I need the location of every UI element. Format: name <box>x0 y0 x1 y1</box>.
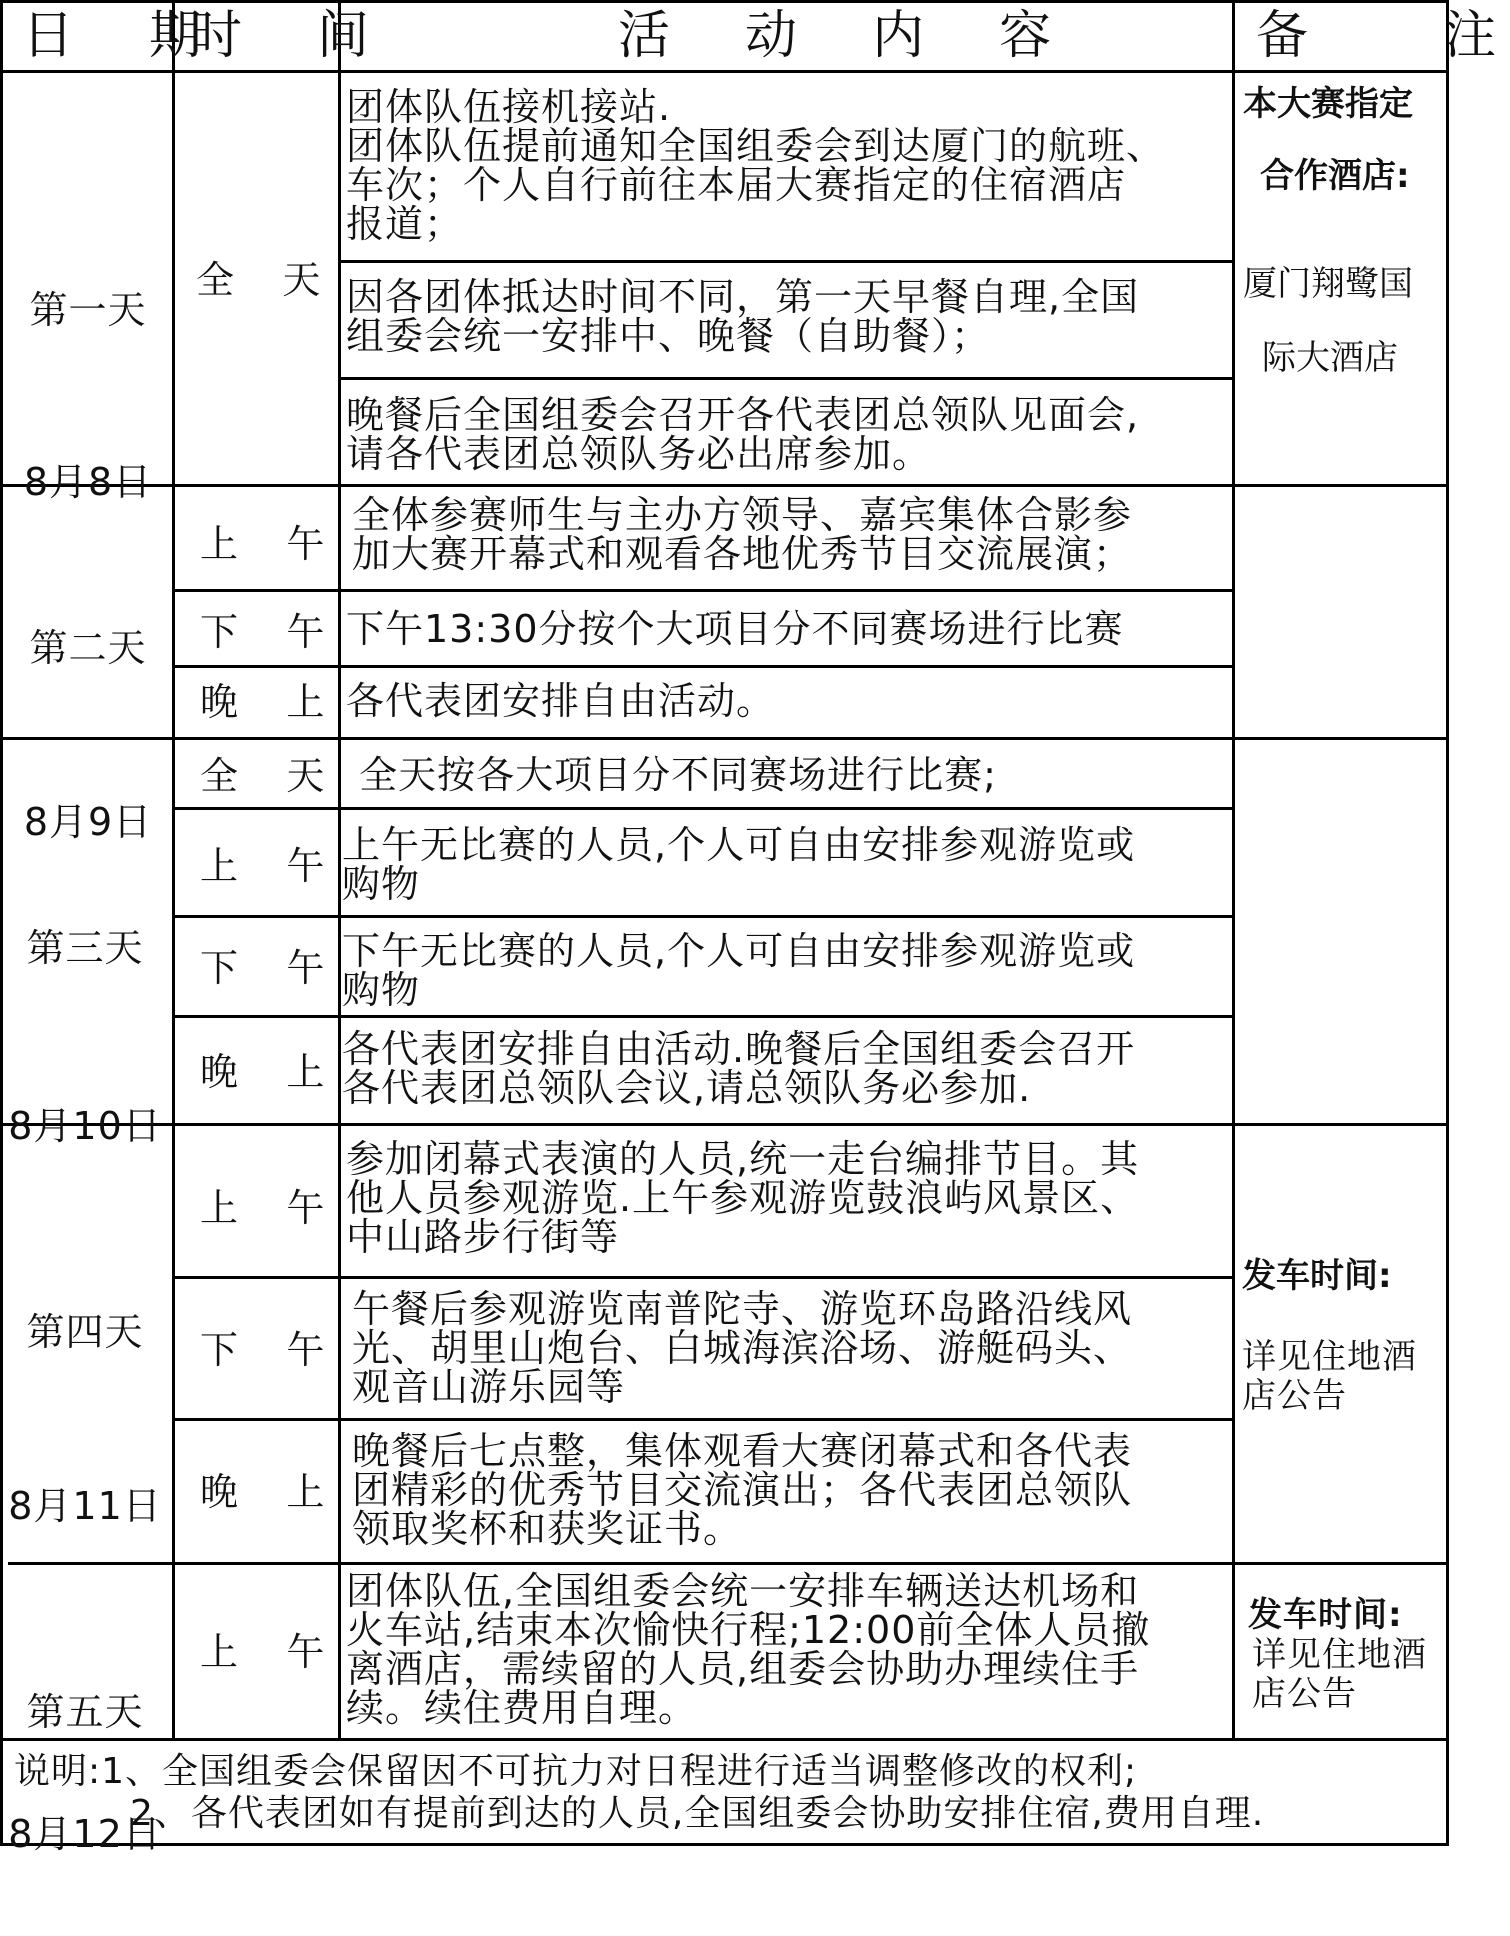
bus-day5-title: 发车时间: <box>1248 1595 1403 1635</box>
day3-slot-2: 上 午 <box>200 844 325 888</box>
day5-label: 第五天 <box>26 1690 144 1734</box>
day2-label: 第二天 <box>29 626 147 670</box>
table-border-right <box>1446 0 1449 1846</box>
header-activity: 活 动 内 容 <box>618 6 1066 66</box>
day2-item-2: 下午13:30分按个大项目分不同赛场进行比赛 <box>346 607 1124 651</box>
footnote-line-2: 2、各代表团如有提前到达的人员,全国组委会协助安排住宿,费用自理. <box>130 1793 1265 1834</box>
day4-item-2: 午餐后参观游览南普陀寺、游览环岛路沿线风 光、胡里山炮台、白城海滨浴场、游艇码头、 观音山游乐园等 <box>352 1287 1133 1409</box>
table-border-bottom <box>0 1843 1449 1846</box>
day1-item-3: 晚餐后全国组委会召开各代表团总领队见面会, 请各代表团总领队务必出席参加。 <box>346 393 1140 476</box>
day1-label: 第一天 <box>29 288 147 332</box>
day3-row-line-1 <box>172 807 1235 810</box>
day5-bottom-line <box>0 1738 1449 1741</box>
day4-slot-2: 下 午 <box>200 1328 325 1372</box>
day4-cell <box>0 1232 170 1606</box>
day2-item-3: 各代表团安排自由活动。 <box>346 679 776 723</box>
header-time: 时 间 <box>190 6 384 66</box>
day2-date: 8月9日 <box>23 800 153 844</box>
day5-date: 8月12日 <box>8 1812 162 1856</box>
hotel-title-2: 合作酒店: <box>1260 156 1410 196</box>
day4-item-3: 晚餐后七点整，集体观看大赛闭幕式和各代表 团精彩的优秀节目交流演出；各代表团总领队 领取奖杯和获奖证书。 <box>352 1429 1133 1551</box>
day5-item-1: 团体队伍,全国组委会统一安排车辆送达机场和 火车站,结束本次愉快行程;12:00前全体人员撤 离酒店，需续留的人员,组委会协助办理续住手 续。续住费用自理。 <box>346 1569 1151 1730</box>
bus-day4-title: 发车时间: <box>1242 1256 1392 1296</box>
day3-item-2: 上午无比赛的人员,个人可自由安排参观游览或 购物 <box>342 823 1136 906</box>
day3-item-1: 全天按各大项目分不同赛场进行比赛; <box>346 753 997 797</box>
footnote-line-1: 说明:1、全国组委会保留因不可抗力对日程进行适当调整修改的权利; <box>14 1751 1138 1792</box>
day3-item-4: 各代表团安排自由活动.晚餐后全国组委会召开 各代表团总领队会议,请总领队务必参加. <box>342 1027 1136 1110</box>
day1-item-2: 因各团体抵达时间不同，第一天早餐自理,全国 组委会统一安排中、晚餐（自助餐）； <box>346 275 1140 358</box>
day1-cell <box>3 210 173 582</box>
day3-slot-3: 下 午 <box>200 946 325 990</box>
bus-day4-text: 详见住地酒 店公告 <box>1242 1337 1417 1416</box>
day4-label: 第四天 <box>26 1310 144 1354</box>
day2-item-1: 全体参赛师生与主办方领导、嘉宾集体合影参 加大赛开幕式和观看各地优秀节目交流展演； <box>352 493 1133 576</box>
day4-item-1: 参加闭幕式表演的人员,统一走台编排节目。其 他人员参观游览.上午参观游览鼓浪屿风景区、 中山路步行街等 <box>346 1137 1140 1259</box>
day4-slot-1: 上 午 <box>200 1186 325 1230</box>
day2-slot-2: 下 午 <box>200 610 325 654</box>
day2-row-line-2 <box>172 665 1235 668</box>
day3-slot-4: 晚 上 <box>200 1050 325 1094</box>
hotel-name-2: 际大酒店 <box>1262 338 1398 378</box>
day2-slot-1: 上 午 <box>200 522 325 566</box>
day3-row-line-3 <box>172 1015 1235 1018</box>
day3-label: 第三天 <box>26 926 144 970</box>
day3-slot-1: 全 天 <box>200 754 325 798</box>
header-remarks: 备 注 <box>1256 6 1510 66</box>
day3-cell <box>0 848 170 1226</box>
day1-slot: 全 天 <box>196 258 321 302</box>
day4-date: 8月11日 <box>8 1484 162 1528</box>
day1-row-line-1 <box>338 260 1235 263</box>
header-date: 日 期 <box>22 6 216 66</box>
day4-row-line-2 <box>172 1418 1235 1421</box>
day3-date: 8月10日 <box>8 1104 162 1148</box>
hotel-title-1: 本大赛指定 <box>1243 84 1413 124</box>
day1-item-1: 团体队伍接机接站. 团体队伍提前通知全国组委会到达厦门的航班、 车次；个人自行前往本届大赛指定的住宿酒店 报道； <box>346 85 1166 246</box>
hotel-name-1: 厦门翔鹭国 <box>1243 264 1413 304</box>
day3-item-3: 下午无比赛的人员,个人可自由安排参观游览或 购物 <box>342 929 1136 1012</box>
day1-date: 8月8日 <box>23 460 153 504</box>
day4-row-line-1 <box>172 1276 1235 1279</box>
day3-row-line-2 <box>172 915 1235 918</box>
day4-slot-3: 晚 上 <box>200 1470 325 1514</box>
day5-slot: 上 午 <box>200 1630 325 1674</box>
day2-row-line-1 <box>172 589 1235 592</box>
day1-row-line-2 <box>338 377 1235 380</box>
day2-slot-3: 晚 上 <box>200 680 325 724</box>
bus-day5-text: 详见住地酒 店公告 <box>1252 1635 1427 1714</box>
